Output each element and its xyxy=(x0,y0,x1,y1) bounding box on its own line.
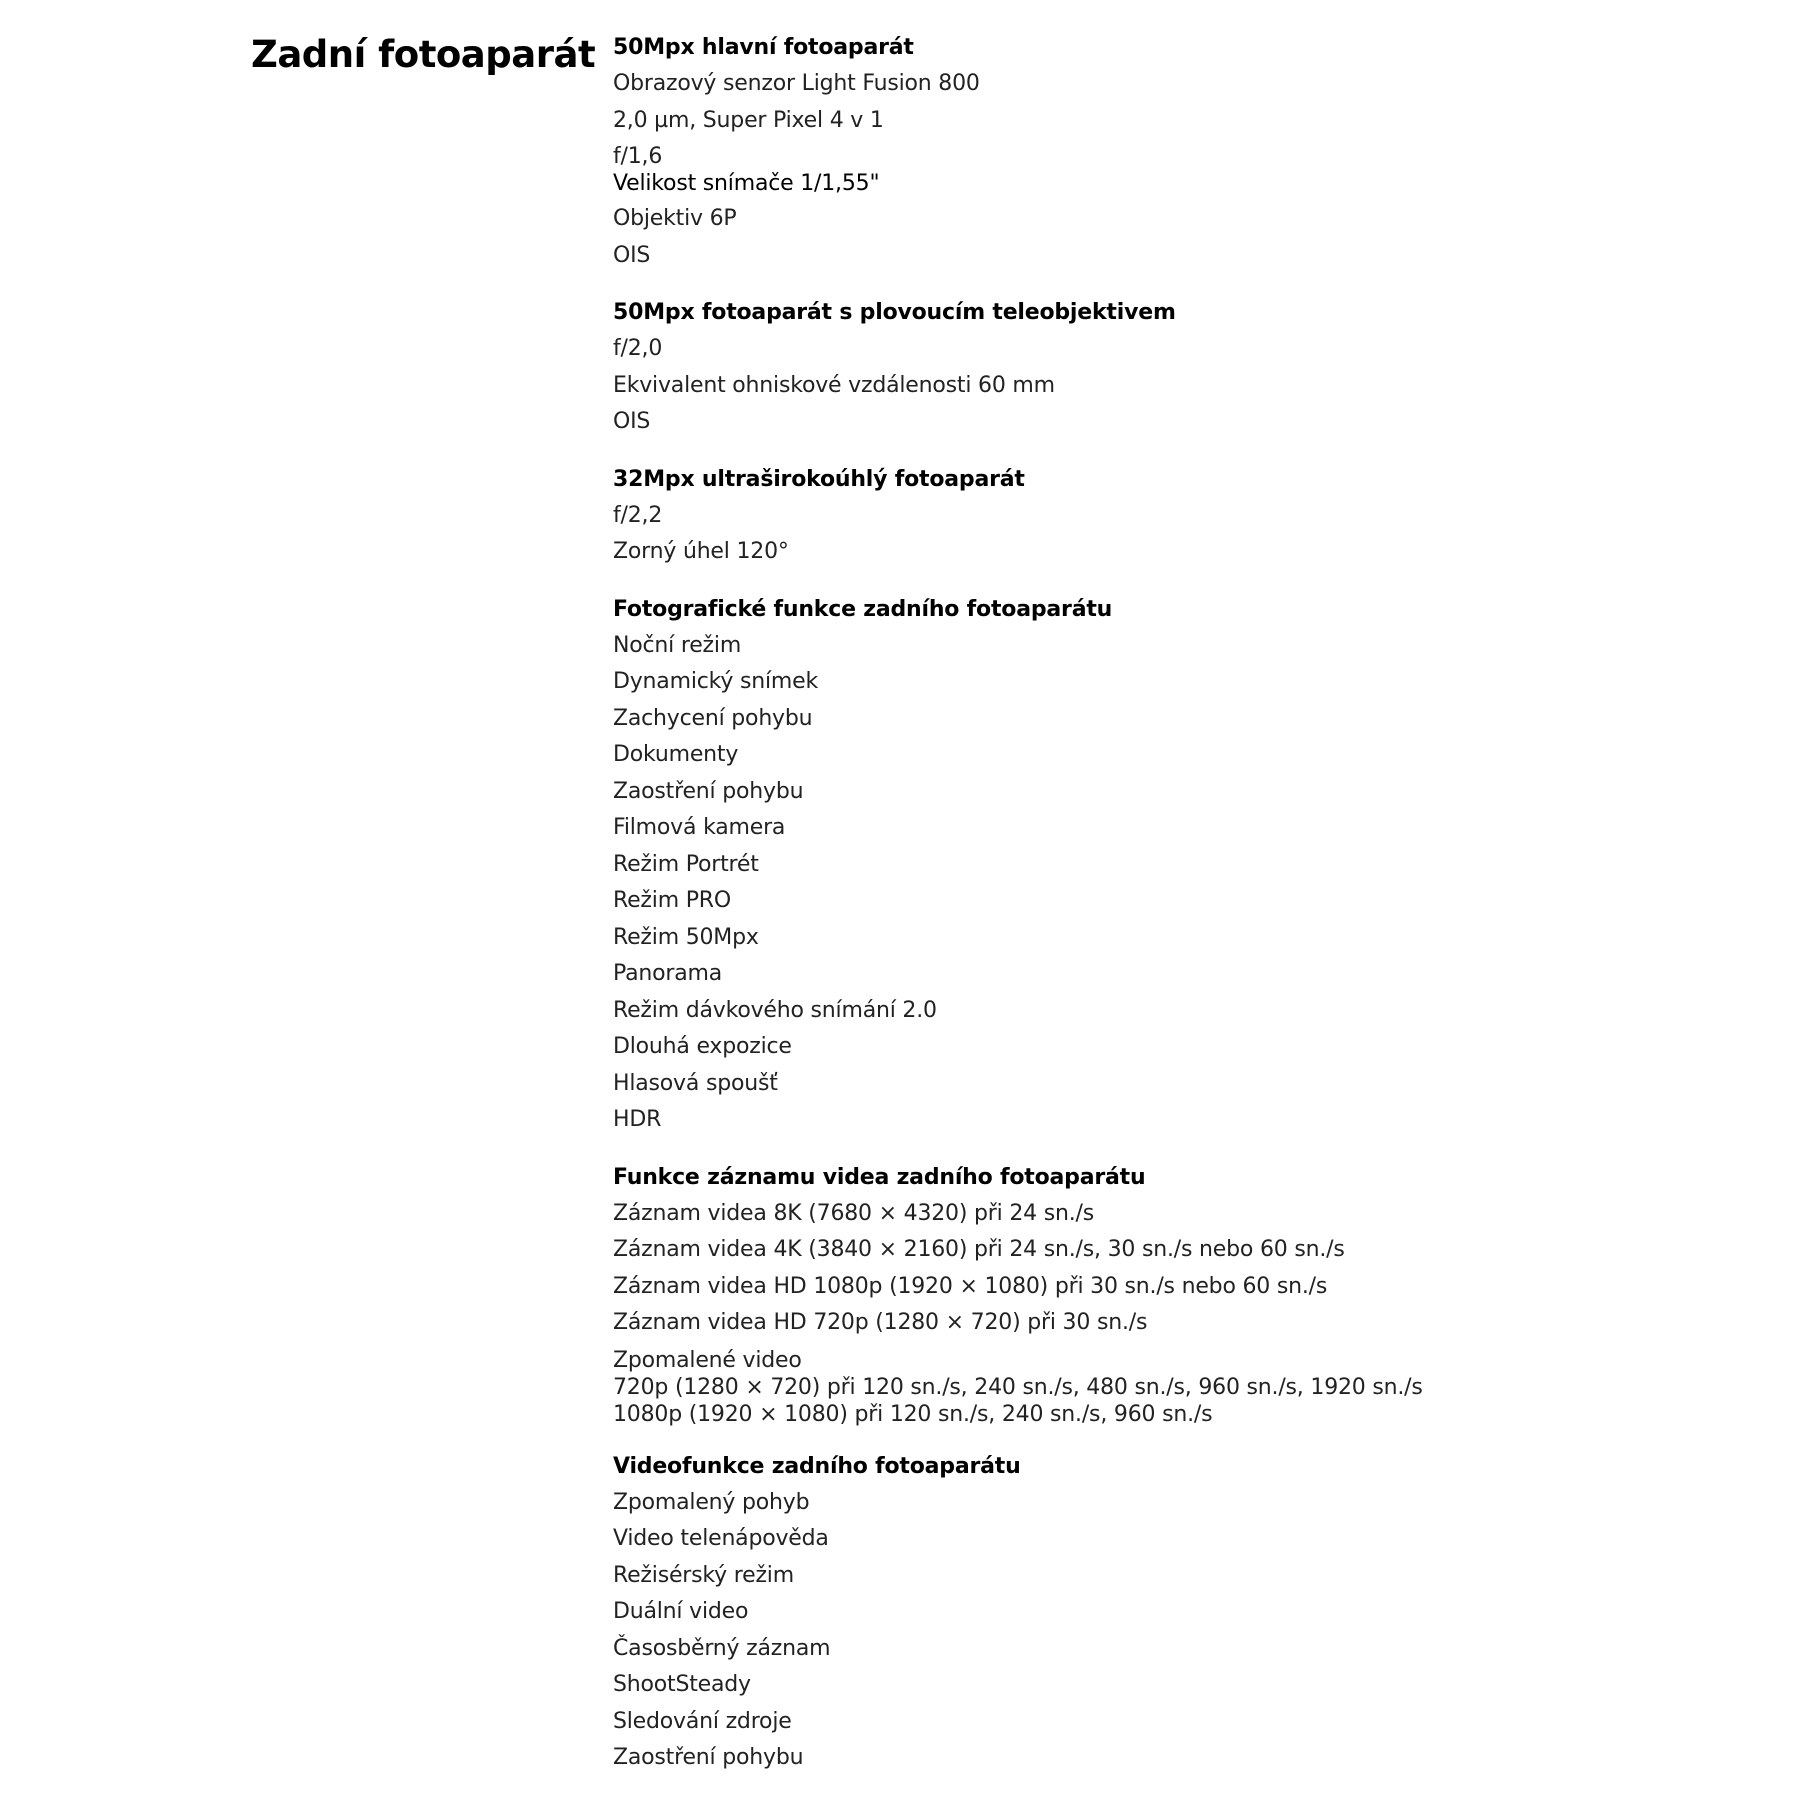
spec-item: Záznam videa HD 720p (1280 × 720) při 30 sn./s xyxy=(613,1310,1148,1335)
spec-heading: 50Mpx hlavní fotoaparát xyxy=(613,35,914,60)
spec-item: Noční režim xyxy=(613,632,742,658)
page-title: Zadní fotoaparát xyxy=(251,33,596,76)
spec-item: OIS xyxy=(613,409,651,434)
spec-item: Zaostření pohybu xyxy=(613,1745,804,1770)
spec-item: HDR xyxy=(613,1107,662,1132)
spec-list xyxy=(613,1485,1713,1777)
spec-heading: Funkce záznamu videa zadního fotoaparátu xyxy=(613,1164,1146,1190)
spec-item: Panorama xyxy=(613,961,723,986)
slow-motion-720p: 720p (1280 × 720) při 120 sn./s, 240 sn./s, 480 sn./s, 960 sn./s, 1920 sn./s xyxy=(613,1374,1423,1400)
spec-item: Záznam videa 4K (3840 × 2160) při 24 sn./s, 30 sn./s nebo 60 sn./s xyxy=(613,1237,1345,1262)
spec-item-slow-motion xyxy=(613,1342,1713,1428)
spec-item: Video telenápověda xyxy=(613,1526,829,1551)
spec-item: Záznam videa HD 1080p (1920 × 1080) při 30 sn./s nebo 60 sn./s xyxy=(613,1273,1328,1299)
spec-item: Zorný úhel 120° xyxy=(613,539,789,564)
slow-motion-1080p: 1080p (1920 × 1080) při 120 sn./s, 240 sn./s, 960 sn./s xyxy=(613,1401,1213,1427)
spec-list xyxy=(613,331,1713,441)
spec-item: Hlasová spoušť xyxy=(613,1070,778,1096)
spec-item: f/2,2 xyxy=(613,502,663,528)
spec-item: Duální video xyxy=(613,1599,749,1624)
spec-list xyxy=(613,498,1713,571)
spec-column xyxy=(613,30,1713,1798)
spec-item: f/1,6 xyxy=(613,144,663,169)
spec-group-telephoto-camera xyxy=(613,295,1713,441)
spec-heading: 32Mpx ultraširokoúhlý fotoaparát xyxy=(613,466,1025,492)
spec-list xyxy=(613,66,1713,274)
spec-heading: Videofunkce zadního fotoaparátu xyxy=(613,1453,1021,1479)
spec-group-video-features xyxy=(613,1449,1713,1777)
spec-item: Dokumenty xyxy=(613,742,739,767)
spec-item: Sledování zdroje xyxy=(613,1708,792,1734)
spec-item: OIS xyxy=(613,242,651,268)
spec-item: Zaostření pohybu xyxy=(613,778,804,804)
spec-item: Režim PRO xyxy=(613,888,731,913)
spec-item: Záznam videa 8K (7680 × 4320) při 24 sn./s xyxy=(613,1200,1095,1226)
spec-item: f/2,0 xyxy=(613,336,663,361)
spec-group-main-camera xyxy=(613,30,1713,274)
spec-item: Režim 50Mpx xyxy=(613,924,759,950)
spec-item: Režisérský režim xyxy=(613,1562,794,1588)
spec-list xyxy=(613,1196,1713,1428)
spec-heading: 50Mpx fotoaparát s plovoucím teleobjektivem xyxy=(613,300,1176,325)
spec-item: Obrazový senzor Light Fusion 800 xyxy=(613,71,980,96)
spec-item: Dynamický snímek xyxy=(613,669,819,694)
spec-item: Zpomalený pohyb xyxy=(613,1489,810,1515)
spec-group-video-recording xyxy=(613,1160,1713,1428)
spec-item: 2,0 µm, Super Pixel 4 v 1 xyxy=(613,107,884,133)
spec-list xyxy=(613,628,1713,1139)
spec-item: ShootSteady xyxy=(613,1672,751,1697)
spec-item: Ekvivalent ohniskové vzdálenosti 60 mm xyxy=(613,372,1055,398)
spec-item: Velikost snímače 1/1,55" xyxy=(613,171,880,196)
spec-item: Režim Portrét xyxy=(613,851,759,877)
spec-group-ultrawide-camera xyxy=(613,462,1713,571)
spec-item: Časosběrný záznam xyxy=(613,1635,831,1661)
spec-heading: Fotografické funkce zadního fotoaparátu xyxy=(613,596,1113,622)
spec-item: Dlouhá expozice xyxy=(613,1034,792,1059)
slow-motion-title: Zpomalené video xyxy=(613,1347,802,1373)
spec-item: Zachycení pohybu xyxy=(613,705,813,731)
spec-item: Objektiv 6P xyxy=(613,206,737,231)
spec-item: Režim dávkového snímání 2.0 xyxy=(613,997,937,1023)
spec-item: Filmová kamera xyxy=(613,815,786,840)
spec-group-photo-features xyxy=(613,592,1713,1139)
